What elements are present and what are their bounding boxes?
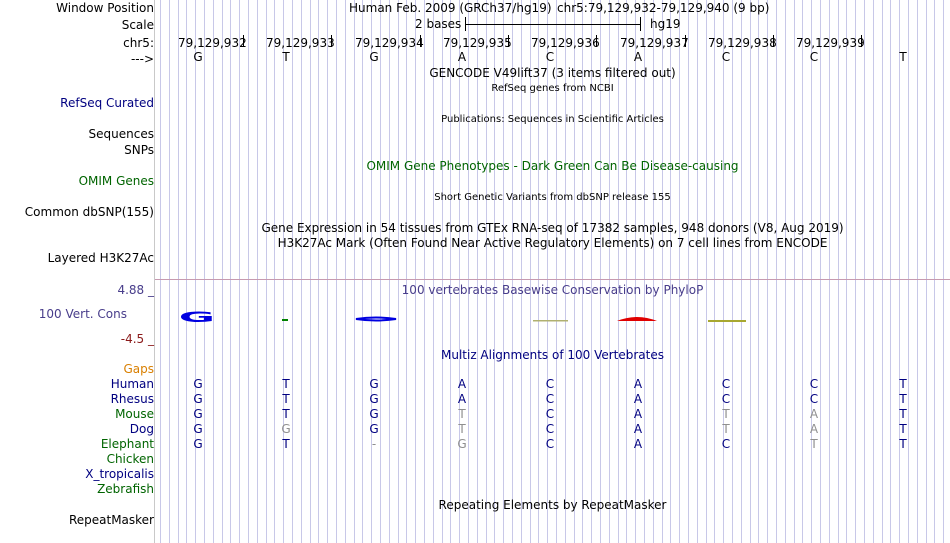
alignment-base: T: [458, 422, 466, 436]
scale-bar-right-tick: [640, 17, 641, 31]
reference-base: T: [282, 50, 290, 64]
alignment-base: G: [369, 392, 379, 406]
alignment-base: A: [633, 407, 643, 421]
conservation-logo: [155, 300, 950, 330]
alignment-base: G: [369, 407, 379, 421]
alignment-base: T: [282, 437, 290, 451]
reference-base: C: [721, 50, 731, 64]
strand-label: --->: [130, 52, 154, 66]
gtex-track-title[interactable]: Gene Expression in 54 tissues from GTEx RNA-seq of 17382 samples, 948 donors (V8, Aug 2019): [261, 221, 844, 235]
alignment-base: A: [633, 422, 643, 436]
alignment-base: A: [457, 392, 467, 406]
ruler-position-label: 79,129,935: [443, 36, 512, 50]
alignment-base: A: [633, 437, 643, 451]
publications-track-title[interactable]: Publications: Sequences in Scientific Articles: [441, 114, 664, 125]
ruler-position-label: 79,129,936: [531, 36, 600, 50]
logo-letter-a: [617, 317, 657, 321]
reference-base: G: [369, 50, 379, 64]
alignment-base: T: [282, 407, 290, 421]
alignment-base: G: [193, 422, 203, 436]
conservation-min-label: -4.5 _: [120, 332, 154, 346]
alignment-base: C: [721, 437, 731, 451]
range-text: chr5:79,129,932-79,129,940 (9 bp): [557, 1, 770, 15]
alignment-base: C: [545, 377, 555, 391]
alignment-base: C: [545, 437, 555, 451]
logo-letter-c-2: [708, 320, 746, 322]
alignment-base: T: [899, 392, 907, 406]
alignment-base: G: [193, 392, 203, 406]
scale-assembly: hg19: [650, 17, 681, 31]
species-label[interactable]: Elephant: [100, 437, 154, 451]
alignment-base: G: [281, 422, 291, 436]
alignment-base: C: [721, 377, 731, 391]
alignment-base: G: [193, 407, 203, 421]
reference-base: C: [545, 50, 555, 64]
reference-base: C: [809, 50, 819, 64]
refseq-curated-label[interactable]: RefSeq Curated: [60, 96, 154, 110]
track-separator: [155, 279, 950, 280]
dbsnp-track-title[interactable]: Short Genetic Variants from dbSNP release 155: [434, 192, 671, 203]
common-dbsnp-label[interactable]: Common dbSNP(155): [24, 205, 154, 219]
chrom-label: chr5:: [123, 36, 154, 50]
alignment-base: T: [899, 437, 907, 451]
vert-cons-label[interactable]: 100 Vert. Cons: [38, 307, 127, 321]
snps-label[interactable]: SNPs: [124, 143, 154, 157]
logo-letter-g-small: [356, 318, 396, 321]
ruler-position-label: 79,129,932: [178, 36, 247, 50]
scale-bar: [465, 24, 640, 25]
species-label[interactable]: Mouse: [115, 407, 154, 421]
layered-h3k27ac-label[interactable]: Layered H3K27Ac: [47, 251, 154, 265]
alignment-base: C: [545, 407, 555, 421]
ruler-position-label: 79,129,938: [708, 36, 777, 50]
sequences-label[interactable]: Sequences: [88, 127, 154, 141]
repeatmasker-label[interactable]: RepeatMasker: [68, 513, 154, 527]
species-label[interactable]: Zebrafish: [97, 482, 154, 496]
refseq-track-title[interactable]: RefSeq genes from NCBI: [491, 83, 614, 94]
alignment-base: T: [899, 407, 907, 421]
assembly-text: Human Feb. 2009 (GRCh37/hg19): [349, 1, 552, 15]
reference-base: A: [633, 50, 643, 64]
ruler-position-label: 79,129,933: [266, 36, 335, 50]
omim-track-title[interactable]: OMIM Gene Phenotypes - Dark Green Can Be Disease-causing: [366, 159, 739, 173]
alignment-base: G: [457, 437, 467, 451]
multiz-track-title[interactable]: Multiz Alignments of 100 Vertebrates: [440, 348, 665, 362]
reference-base: T: [899, 50, 907, 64]
alignment-base: G: [369, 422, 379, 436]
alignment-base: G: [193, 377, 203, 391]
alignment-base: A: [809, 407, 819, 421]
species-label[interactable]: Rhesus: [110, 392, 154, 406]
alignment-base: G: [193, 437, 203, 451]
h3k27ac-track-title[interactable]: H3K27Ac Mark (Often Found Near Active Regulatory Elements) on 7 cell lines from ENCODE: [277, 236, 828, 250]
alignment-base: A: [633, 392, 643, 406]
ruler-position-label: 79,129,934: [355, 36, 424, 50]
alignment-base: C: [721, 392, 731, 406]
alignment-base: A: [809, 422, 819, 436]
gencode-track-title[interactable]: GENCODE V49lift37 (3 items filtered out): [429, 66, 676, 80]
alignment-base: T: [458, 407, 466, 421]
reference-base: G: [193, 50, 203, 64]
alignment-base: C: [809, 377, 819, 391]
repeatmasker-track-title[interactable]: Repeating Elements by RepeatMasker: [438, 498, 667, 512]
species-label[interactable]: Human: [110, 377, 154, 391]
alignment-base: T: [722, 407, 730, 421]
alignment-base: T: [282, 392, 290, 406]
window-position-label: Window Position: [56, 1, 154, 15]
alignment-base: T: [899, 377, 907, 391]
logo-letter-t: [282, 319, 288, 321]
species-label[interactable]: Chicken: [106, 452, 154, 466]
logo-letter-c: [533, 320, 568, 322]
alignment-base: T: [282, 377, 290, 391]
ruler-position-label: 79,129,939: [796, 36, 865, 50]
alignment-base: A: [457, 377, 467, 391]
species-label[interactable]: X_tropicalis: [85, 467, 154, 481]
alignment-base: C: [545, 392, 555, 406]
conservation-max-label: 4.88 _: [117, 283, 154, 297]
scale-value: 2 bases: [415, 17, 462, 31]
alignment-base: G: [369, 377, 379, 391]
alignment-base: C: [545, 422, 555, 436]
species-label[interactable]: Dog: [129, 422, 154, 436]
alignment-base: T: [722, 422, 730, 436]
conservation-track-title[interactable]: 100 vertebrates Basewise Conservation by PhyloP: [401, 283, 704, 297]
scale-bar-left-tick: [465, 17, 466, 31]
gaps-label: Gaps: [123, 362, 154, 376]
logo-letter-g: G: [178, 308, 216, 326]
ruler-position-label: 79,129,937: [620, 36, 689, 50]
alignment-base: T: [899, 422, 907, 436]
scale-label: Scale: [121, 18, 154, 32]
alignment-base: T: [810, 437, 818, 451]
reference-base: A: [457, 50, 467, 64]
alignment-base: C: [809, 392, 819, 406]
alignment-base: -: [371, 437, 377, 451]
alignment-base: A: [633, 377, 643, 391]
omim-genes-label[interactable]: OMIM Genes: [78, 174, 154, 188]
